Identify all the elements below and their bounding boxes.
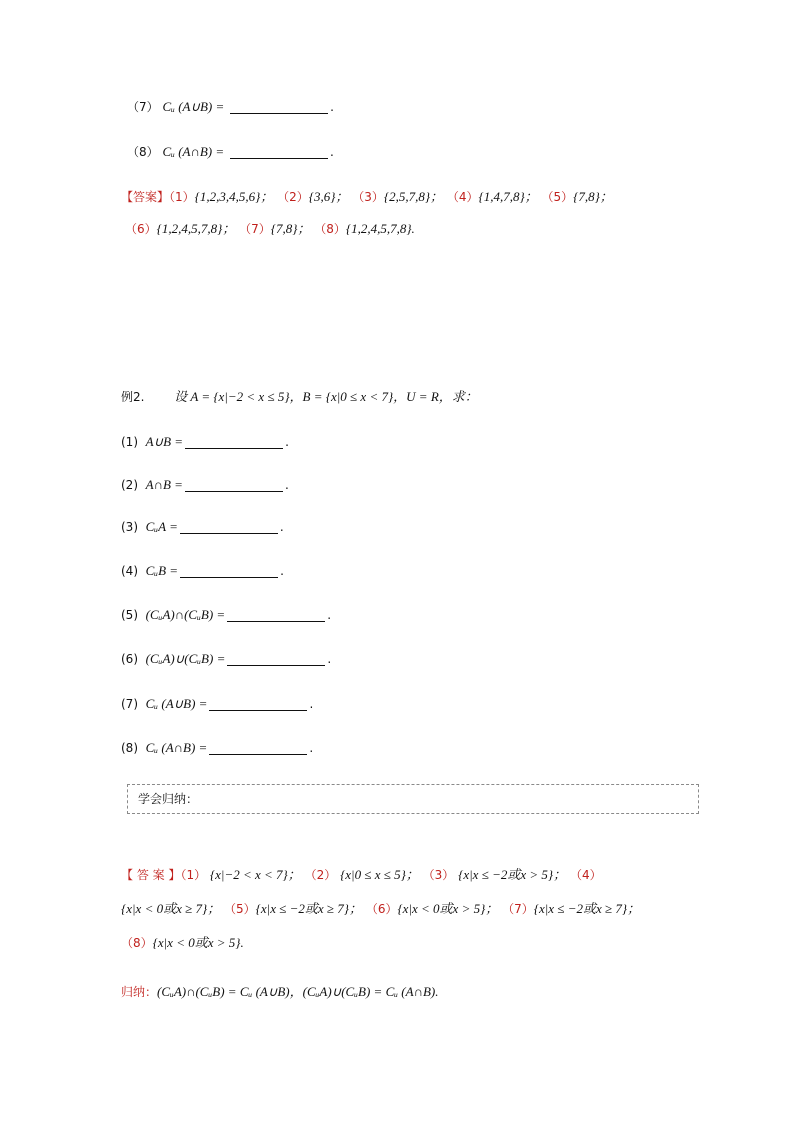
answer-blank[interactable] (227, 607, 325, 622)
answer-blank[interactable] (185, 477, 283, 492)
summary-input-box[interactable]: 学会归纳： (127, 784, 699, 814)
answer-blank[interactable] (180, 563, 278, 578)
answer-row-2: （6）{1,2,4,5,7,8}； （7）{7,8}； （8）{1,2,4,5,7,8}. (125, 221, 415, 236)
answer-blank[interactable] (230, 144, 328, 159)
answer-blank[interactable] (209, 740, 307, 755)
question-7: （7） Cᵤ (A∪B) = . (127, 99, 334, 114)
ex2-question-8: (8) Cᵤ (A∩B) = . (121, 740, 314, 755)
answer-blank[interactable] (180, 519, 278, 534)
example-2-stem: 例2. 设 A = {x|−2 < x ≤ 5}，B = {x|0 ≤ x < 7}，U = R，求： (121, 389, 478, 404)
ex2-answer-row-3: （8）{x|x < 0或x > 5}. (121, 935, 244, 950)
ex2-question-4: (4) CᵤB = . (121, 563, 284, 578)
ex2-question-5: (5) (CᵤA)∩(CᵤB) = . (121, 607, 332, 622)
answer-row-1: 【答案】（1）{1,2,3,4,5,6}； （2）{3,6}； （3）{2,5,7,8}； （4）{1,4,7,8}； （5）{7,8}； (121, 189, 613, 204)
answer-blank[interactable] (227, 651, 325, 666)
ex2-question-2: (2) A∩B = . (121, 477, 289, 492)
ex2-answer-row-2: {x|x < 0或x ≥ 7}； （5）{x|x ≤ −2或x ≥ 7}； （6）{x|x < 0或x > 5}； （7）{x|x ≤ −2或x ≥ 7}； (121, 901, 641, 916)
ex2-answer-row-1: 【 答 案 】（1） {x|−2 < x < 7}； （2） {x|0 ≤ x ≤ 5}； （3） {x|x ≤ −2或x > 5}； （4） (121, 867, 602, 882)
answer-blank[interactable] (230, 99, 328, 114)
summary-line: 归纳：(CᵤA)∩(CᵤB) = Cᵤ (A∪B)，(CᵤA)∪(CᵤB) = Cᵤ (A∩B). (121, 984, 439, 999)
answer-blank[interactable] (209, 696, 307, 711)
ex2-question-6: (6) (CᵤA)∪(CᵤB) = . (121, 651, 332, 666)
ex2-question-1: (1) A∪B = . (121, 434, 289, 449)
ex2-question-7: (7) Cᵤ (A∪B) = . (121, 696, 314, 711)
question-8: （8） Cᵤ (A∩B) = . (127, 144, 334, 159)
answer-blank[interactable] (185, 434, 283, 449)
ex2-question-3: (3) CᵤA = . (121, 519, 284, 534)
